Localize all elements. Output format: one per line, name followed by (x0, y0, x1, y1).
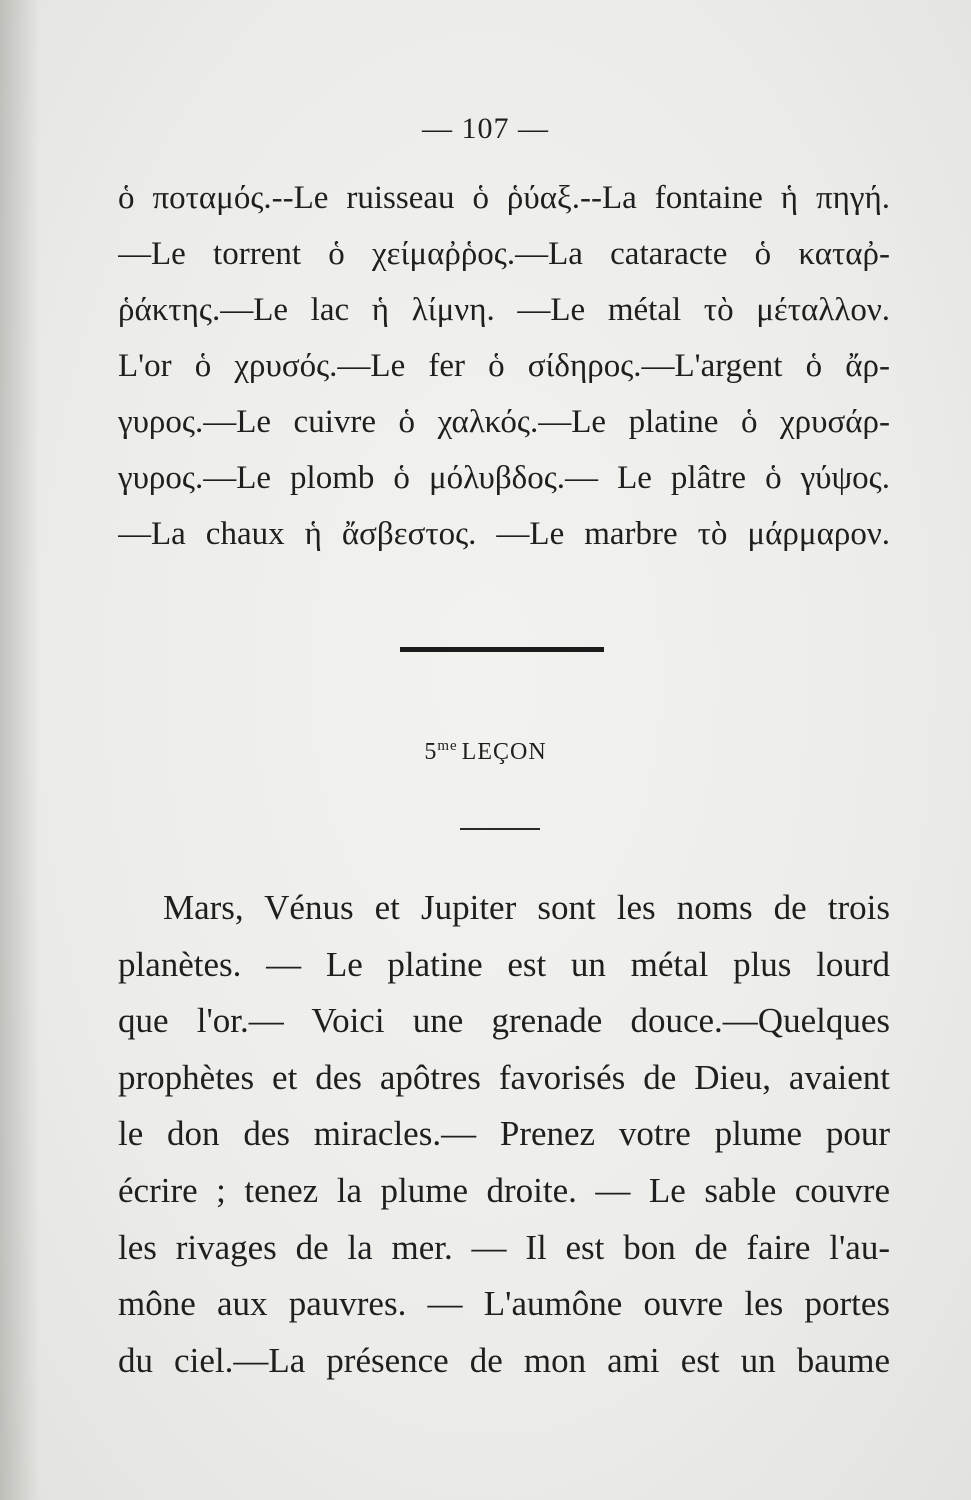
exercise-paragraph (118, 880, 890, 1389)
vocabulary-line: L'or ὁ χρυσός.—Le fer ὁ σίδηρος.—L'argent ὁ ἄρ- (118, 348, 890, 384)
exercise-line: que l'or.— Voici une grenade douce.—Quelques (118, 1001, 890, 1041)
vocabulary-line: ὁ ποταμός.--Le ruisseau ὁ ῥύαξ.--La fontaine ἡ πηγή. (118, 180, 890, 216)
lesson-title: LEÇON (461, 739, 547, 765)
vocabulary-line: γυρος.—Le plomb ὁ μόλυβδος.— Le plâtre ὁ γύψος. (118, 460, 890, 496)
vocabulary-line: γυρος.—Le cuivre ὁ χαλκός.—Le platine ὁ χρυσάρ- (118, 404, 890, 440)
heading-underline (460, 828, 540, 830)
vocabulary-block (118, 170, 890, 562)
vocabulary-line: —Le torrent ὁ χείμαῤῥος.—La cataracte ὁ καταῤ- (118, 236, 890, 272)
exercise-line: les rivages de la mer. — Il est bon de faire l'au- (118, 1227, 890, 1267)
lesson-number: 5 (424, 739, 438, 765)
exercise-line: planètes. — Le platine est un métal plus lourd (118, 944, 890, 984)
exercise-line: Mars, Vénus et Jupiter sont les noms de trois (163, 888, 890, 927)
vocabulary-line: ῥάκτης.—Le lac ἡ λίμνη. —Le métal τὸ μέταλλον. (118, 292, 890, 328)
vocabulary-line: —La chaux ἡ ἄσβεστος. —Le marbre τὸ μάρμαρον. (118, 516, 890, 552)
exercise-line: écrire ; tenez la plume droite. — Le sable couvre (118, 1170, 890, 1210)
section-divider (400, 647, 604, 652)
exercise-line: prophètes et des apôtres favorisés de Dieu, avaient (118, 1057, 890, 1097)
exercise-line: mône aux pauvres. — L'aumône ouvre les portes (118, 1284, 890, 1324)
lesson-heading (0, 738, 971, 766)
exercise-line: du ciel.—La présence de mon ami est un baume (118, 1340, 890, 1380)
page-number: — 107 — (422, 112, 549, 145)
lesson-number-suffix: me (437, 738, 458, 754)
exercise-line: le don des miracles.— Prenez votre plume pour (118, 1114, 890, 1154)
